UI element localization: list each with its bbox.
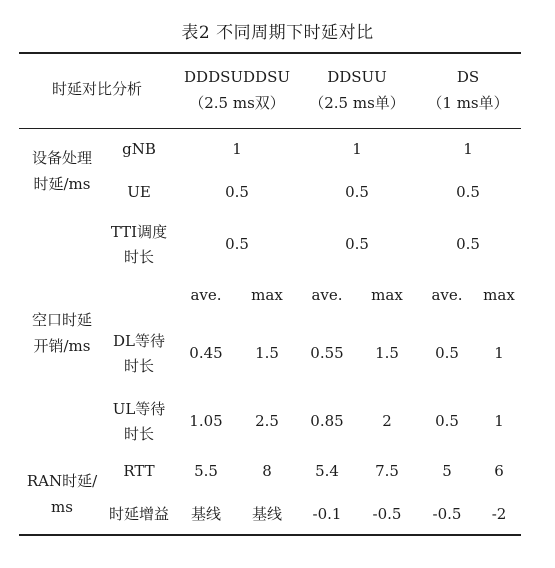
row-rtt-col2-ave: 5.4 [315, 462, 339, 480]
row-rtt-col3-max: 6 [494, 462, 504, 480]
row-gain-col2-max: -0.5 [372, 505, 402, 523]
row-ul-col1-max: 2.5 [255, 412, 279, 430]
row-dl-col2-ave: 0.55 [310, 344, 344, 362]
group-device-line2: 时延/ms [33, 175, 91, 193]
row-ul-col3-ave: 0.5 [435, 412, 459, 430]
row-dl-col3-max: 1 [494, 344, 504, 362]
row-dl-col1-max: 1.5 [255, 344, 279, 362]
subhead-col1-ave: ave. [190, 286, 222, 304]
table-bottom-rule [19, 534, 521, 536]
row-ul-col2-max: 2 [382, 412, 392, 430]
row-rtt-col3-ave: 5 [442, 462, 452, 480]
row-gain-label: 时延增益 [108, 505, 170, 523]
row-gain-col2-ave: -0.1 [312, 505, 342, 523]
subhead-col2-max: max [371, 286, 403, 304]
group-air-line2: 开销/ms [33, 337, 91, 355]
row-dl-col1-ave: 0.45 [189, 344, 223, 362]
subhead-col2-ave: ave. [311, 286, 343, 304]
row-gnb-col3: 1 [463, 140, 473, 158]
header-col2-name: DDSUU [327, 68, 387, 86]
table-title: 表2 不同周期下时延对比 [181, 23, 374, 43]
row-tti-label-line2: 时长 [123, 248, 155, 266]
row-tti-col3: 0.5 [456, 235, 480, 253]
row-gain-col1-ave: 基线 [190, 505, 222, 523]
group-air-line1: 空口时延 [31, 311, 93, 329]
row-ul-label-line2: 时长 [123, 425, 155, 443]
group-ran-line2: ms [51, 498, 73, 516]
row-gnb-label: gNB [122, 140, 156, 158]
header-col3-sub: （1 ms单） [427, 94, 509, 112]
row-ul-col1-ave: 1.05 [189, 412, 223, 430]
row-dl-label-line2: 时长 [123, 357, 155, 375]
header-col3-name: DS [456, 68, 480, 86]
row-ue-col3: 0.5 [456, 183, 480, 201]
table-top-rule [19, 52, 521, 54]
group-ran-line1: RAN时延/ [26, 472, 98, 490]
row-rtt-col1-ave: 5.5 [194, 462, 218, 480]
row-dl-col3-ave: 0.5 [435, 344, 459, 362]
group-device-line1: 设备处理 [31, 149, 93, 167]
subhead-col3-ave: ave. [431, 286, 463, 304]
row-rtt-col1-max: 8 [262, 462, 272, 480]
row-tti-col1: 0.5 [225, 235, 249, 253]
subhead-col1-max: max [251, 286, 283, 304]
row-dl-col2-max: 1.5 [375, 344, 399, 362]
header-col1-sub: （2.5 ms双） [189, 94, 285, 112]
row-gnb-col1: 1 [232, 140, 242, 158]
row-gain-col1-max: 基线 [251, 505, 283, 523]
row-rtt-col2-max: 7.5 [375, 462, 399, 480]
subhead-col3-max: max [483, 286, 515, 304]
row-gnb-col2: 1 [352, 140, 362, 158]
row-ue-col2: 0.5 [345, 183, 369, 201]
header-col2-sub: （2.5 ms单） [309, 94, 405, 112]
row-ul-col3-max: 1 [494, 412, 504, 430]
row-ue-col1: 0.5 [225, 183, 249, 201]
table-header-rule [19, 128, 521, 129]
row-ul-label-line1: UL等待 [112, 400, 166, 418]
row-tti-col2: 0.5 [345, 235, 369, 253]
row-gain-col3-max: -2 [491, 505, 507, 523]
row-dl-label-line1: DL等待 [113, 332, 165, 350]
row-ul-col2-ave: 0.85 [310, 412, 344, 430]
header-row-label: 时延对比分析 [51, 80, 143, 98]
row-tti-label-line1: TTI调度 [110, 223, 168, 241]
row-rtt-label: RTT [123, 462, 155, 480]
header-col1-name: DDDSUDDSU [184, 68, 290, 86]
row-gain-col3-ave: -0.5 [432, 505, 462, 523]
row-ue-label: UE [127, 183, 151, 201]
